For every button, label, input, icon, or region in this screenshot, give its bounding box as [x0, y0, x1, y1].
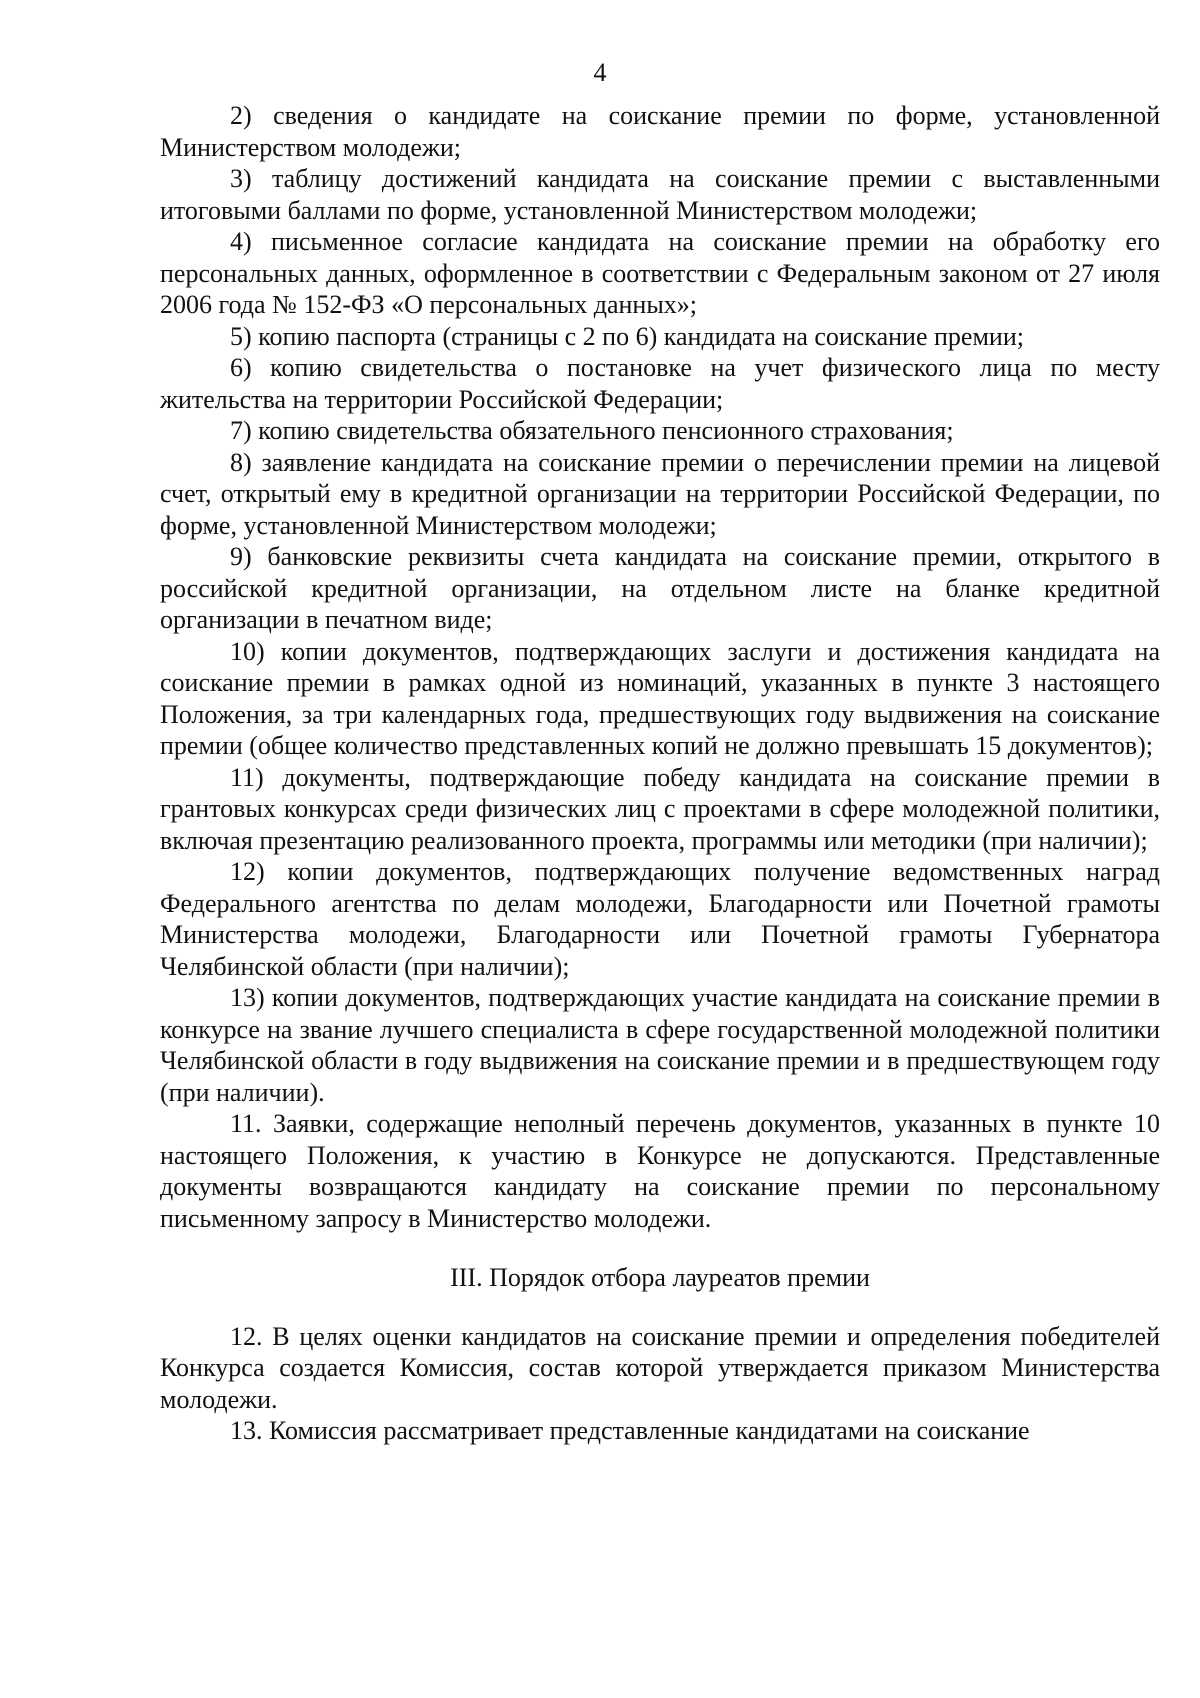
clause-12: 12. В целях оценки кандидатов на соискание премии и определения победителей Конкурса создается Комиссия, состав которой утверждается приказом Министерства молодежи.: [160, 1321, 1160, 1414]
clause-13: 13. Комиссия рассматривает представленные кандидатами на соискание: [230, 1416, 1030, 1445]
list-item-11: 11) документы, подтверждающие победу кандидата на соискание премии в грантовых конкурсах среди физических лиц с проектами в сфере молодежной политики, включая презентацию реализованного проекта, программы или методики (при наличии);: [160, 762, 1160, 855]
list-item-8: 8) заявление кандидата на соискание премии о перечислении премии на лицевой счет, открытый ему в кредитной организации на территории Российской Федерации, по форме, установленной Министерством молодежи;: [160, 447, 1160, 540]
list-item-9: 9) банковские реквизиты счета кандидата на соискание премии, открытого в российской кредитной организации, на отдельном листе на бланке кредитной организации в печатном виде;: [160, 542, 1160, 634]
section-heading: III. Порядок отбора лауреатов премии: [450, 1263, 870, 1292]
clause-11: 11. Заявки, содержащие неполный перечень документов, указанных в пункте 10 настоящего Положения, к участию в Конкурсе не допускаются. Представленные документы возвращаются кандидату на соискание премии по персональному письменному запросу в Министерство молодежи.: [160, 1109, 1160, 1233]
list-item-6: 6) копию свидетельства о постановке на учет физического лица по месту жительства на территории Российской Федерации;: [160, 353, 1160, 414]
list-item-2: 2) сведения о кандидате на соискание премии по форме, установленной Министерством молодежи;: [160, 101, 1160, 162]
document-body: [160, 100, 1160, 1447]
list-item-3: 3) таблицу достижений кандидата на соискание премии с выставленными итоговыми баллами по форме, установленной Министерством молодежи;: [160, 164, 1160, 225]
list-item-4: 4) письменное согласие кандидата на соискание премии на обработку его персональных данных, оформленное в соответствии с Федеральным законом от 27 июля 2006 года № 152-ФЗ «О персональных данных»;: [160, 227, 1160, 319]
page-number: 4: [593, 58, 607, 87]
list-item-10: 10) копии документов, подтверждающих заслуги и достижения кандидата на соискание премии в рамках одной из номинаций, указанных в пункте 3 настоящего Положения, за три календарных года, предшествующих году выдвижения на соискание премии (общее количество представленных копий не должно превышать 15 документов);: [160, 636, 1160, 760]
list-item-5: 5) копию паспорта (страницы с 2 по 6) кандидата на соискание премии;: [230, 321, 1024, 351]
list-item-13: 13) копии документов, подтверждающих участие кандидата на соискание премии в конкурсе на звание лучшего специалиста в сфере государственной молодежной политики Челябинской области в году выдвижения на соискание премии и в предшествующем году (при наличии).: [160, 983, 1160, 1107]
list-item-7: 7) копию свидетельства обязательного пенсионного страхования;: [230, 416, 954, 445]
list-item-12: 12) копии документов, подтверждающих получение ведомственных наград Федерального агентства по делам молодежи, Благодарности или Почетной грамоты Министерства молодежи, Благодарности или Почетной грамоты Губернатора Челябинской области (при наличии);: [160, 857, 1160, 981]
